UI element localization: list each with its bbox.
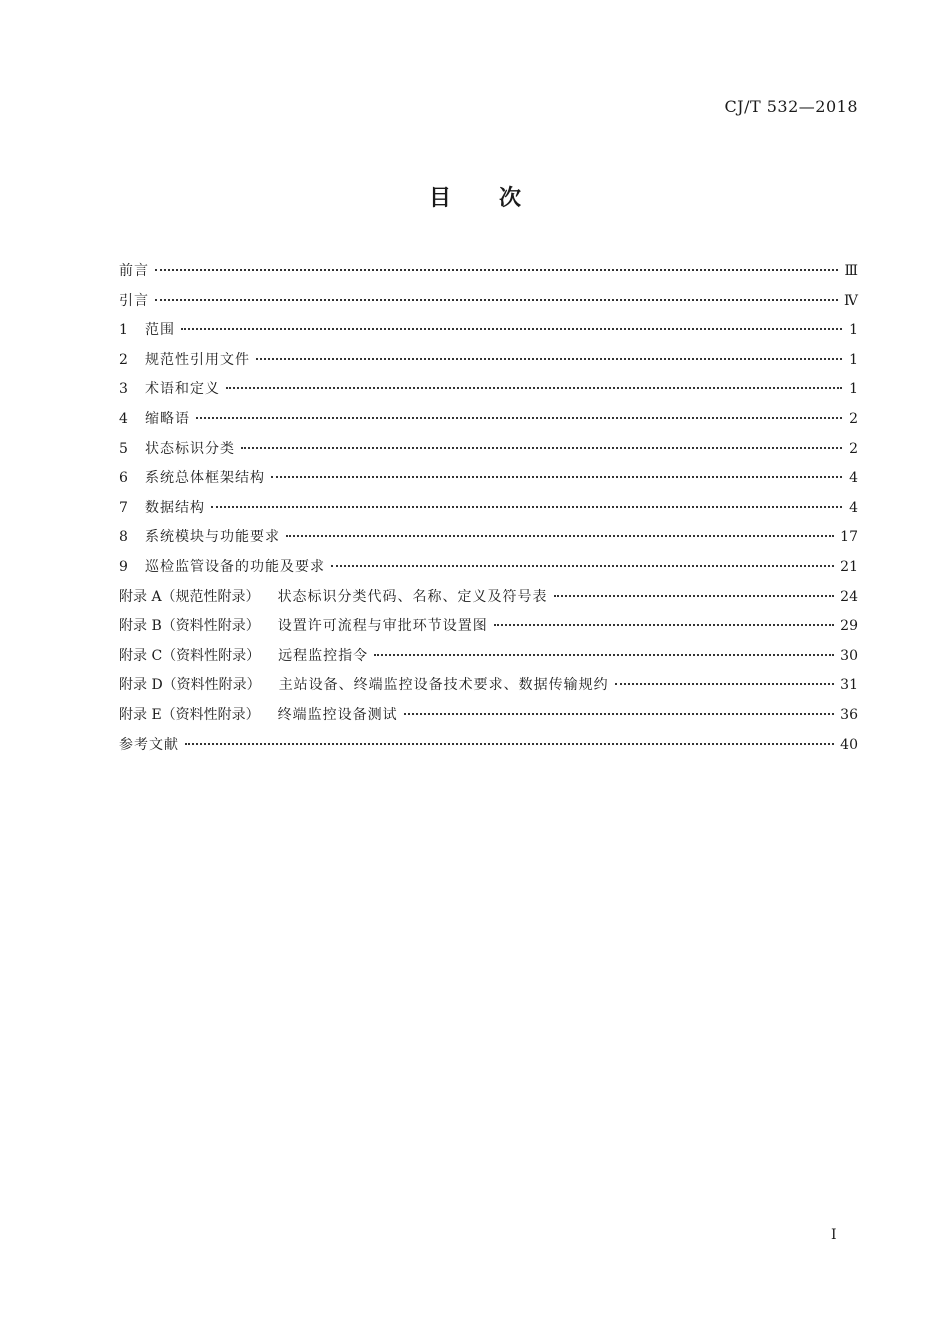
- toc-entry[interactable]: [119, 671, 858, 701]
- toc-entry-page: 2: [849, 440, 858, 457]
- toc-entry-page: 21: [840, 558, 858, 575]
- toc-entry-title: 远程监控指令: [278, 647, 369, 664]
- toc-entry-title: 设置许可流程与审批环节设置图: [277, 618, 488, 635]
- standard-code: CJ/T 532—2018: [724, 97, 858, 116]
- toc-entry-page: 31: [840, 677, 858, 694]
- toc-entry-page: 24: [840, 588, 858, 605]
- toc-entry-page: 1: [849, 381, 858, 398]
- toc-entry-number: 3: [119, 381, 128, 398]
- toc-entry-page: 2: [849, 410, 858, 427]
- toc-entry-title: 系统模块与功能要求: [145, 529, 280, 546]
- toc-entry-title: 状态标识分类: [145, 440, 235, 457]
- toc-entry[interactable]: [119, 701, 858, 731]
- toc-entry[interactable]: [119, 642, 858, 672]
- toc-entry-title: 参考文献: [119, 736, 179, 753]
- toc-entry[interactable]: [119, 464, 858, 494]
- toc-entry-page: 29: [840, 618, 858, 635]
- toc-dot-leader: [554, 595, 835, 597]
- toc-entry-annex-prefix: 附录 B（资料性附录）: [119, 618, 260, 635]
- toc-entry-title: 范围: [145, 322, 175, 339]
- toc-entry-title: 系统总体框架结构: [145, 470, 265, 487]
- toc-dot-leader: [155, 299, 838, 301]
- toc-dot-leader: [271, 476, 842, 478]
- toc-entry-annex-prefix: 附录 E（资料性附录）: [119, 706, 260, 723]
- toc-entry[interactable]: [119, 523, 858, 553]
- toc-dot-leader: [494, 624, 834, 626]
- toc-entry[interactable]: [119, 494, 858, 524]
- toc-entry-number: 5: [119, 440, 128, 457]
- toc-entry-page: 40: [840, 736, 858, 753]
- toc-entry-page: 1: [849, 322, 858, 339]
- toc-entry-annex-prefix: 附录 A（规范性附录）: [119, 588, 260, 605]
- page-number: I: [831, 1227, 837, 1243]
- toc-entry[interactable]: [119, 257, 858, 287]
- toc-entry-title: 缩略语: [145, 410, 190, 427]
- toc-entry-title: 巡检监管设备的功能及要求: [145, 558, 325, 575]
- toc-entry-page: 4: [849, 470, 858, 487]
- toc-entry-title: 状态标识分类代码、名称、定义及符号表: [277, 588, 548, 605]
- toc-entry-number: 8: [119, 529, 128, 546]
- toc-dot-leader: [374, 654, 834, 656]
- toc-entry-number: 6: [119, 470, 128, 487]
- toc-dot-leader: [404, 713, 835, 715]
- toc-dot-leader: [256, 358, 842, 360]
- toc-entry-title: 规范性引用文件: [145, 351, 250, 368]
- toc-entry-annex-prefix: 附录 C（资料性附录）: [119, 647, 261, 664]
- page-title-char-2: 次: [499, 186, 522, 211]
- toc-dot-leader: [211, 506, 842, 508]
- toc-entry-number: 7: [119, 499, 128, 516]
- toc-entry-number: 2: [119, 351, 128, 368]
- toc-entry[interactable]: [119, 731, 858, 761]
- toc-entry-title: 引言: [119, 292, 149, 309]
- toc-entry[interactable]: [119, 316, 858, 346]
- toc-dot-leader: [226, 387, 842, 389]
- toc-entry[interactable]: [119, 435, 858, 465]
- toc-entry-page: 36: [840, 706, 858, 723]
- toc-dot-leader: [185, 743, 834, 745]
- toc-entry[interactable]: [119, 405, 858, 435]
- toc-dot-leader: [331, 565, 834, 567]
- toc-entry[interactable]: [119, 583, 858, 613]
- toc-dot-leader: [286, 535, 834, 537]
- toc-entry-page: 4: [849, 499, 858, 516]
- table-of-contents: [119, 257, 858, 760]
- page-title-char-1: 目: [428, 186, 451, 211]
- toc-dot-leader: [155, 269, 838, 271]
- toc-dot-leader: [181, 328, 842, 330]
- toc-entry[interactable]: [119, 346, 858, 376]
- toc-entry-title: 术语和定义: [145, 381, 220, 398]
- toc-dot-leader: [615, 683, 834, 685]
- toc-entry-number: 4: [119, 410, 128, 427]
- toc-entry-annex-prefix: 附录 D（资料性附录）: [119, 677, 261, 694]
- toc-entry-page: Ⅲ: [844, 263, 858, 279]
- toc-entry-number: 9: [119, 558, 128, 575]
- toc-entry-page: 30: [840, 647, 858, 664]
- toc-entry-page: 1: [849, 351, 858, 368]
- toc-dot-leader: [241, 447, 842, 449]
- toc-entry-number: 1: [119, 322, 128, 339]
- page-title: [0, 181, 950, 212]
- toc-entry-title: 终端监控设备测试: [277, 706, 398, 723]
- toc-entry-title: 主站设备、终端监控设备技术要求、数据传输规约: [278, 677, 609, 694]
- toc-dot-leader: [196, 417, 842, 419]
- toc-entry-page: 17: [840, 529, 858, 546]
- toc-entry[interactable]: [119, 375, 858, 405]
- toc-entry-title: 数据结构: [145, 499, 205, 516]
- toc-entry[interactable]: [119, 612, 858, 642]
- toc-entry-title: 前言: [119, 263, 149, 279]
- toc-entry[interactable]: [119, 287, 858, 317]
- toc-entry[interactable]: [119, 553, 858, 583]
- toc-entry-page: Ⅳ: [844, 292, 858, 309]
